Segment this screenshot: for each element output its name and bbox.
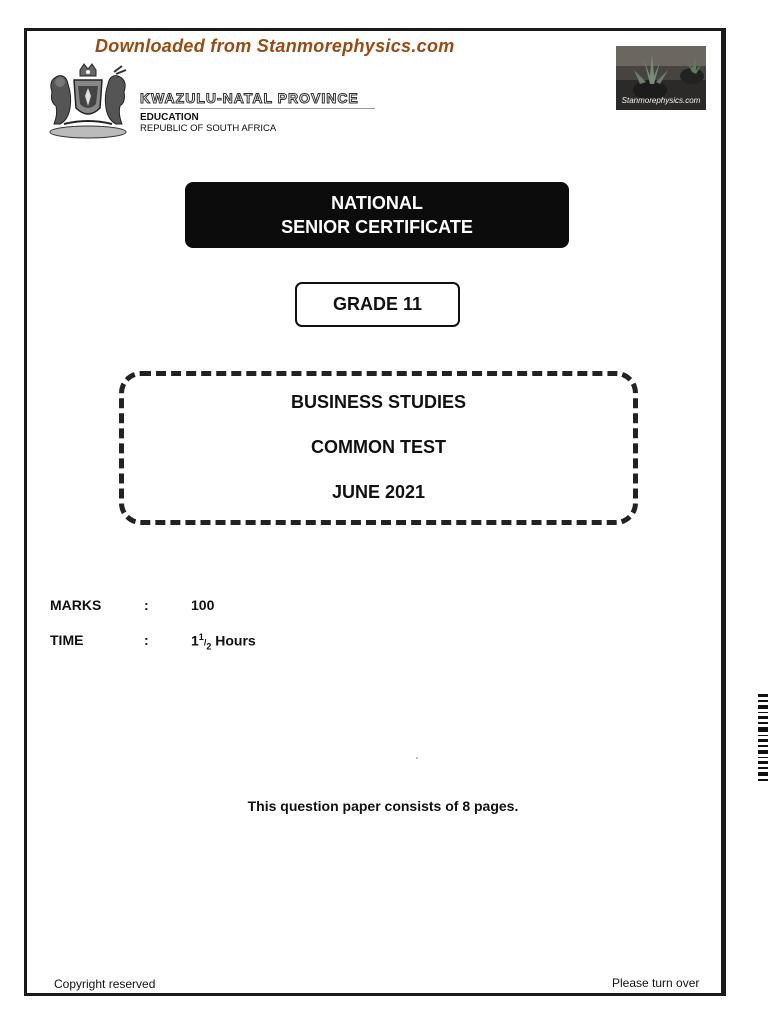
certificate-line-2: SENIOR CERTIFICATE: [281, 217, 473, 237]
marks-value: 100: [191, 597, 215, 613]
page-count-note: This question paper consists of 8 pages.: [247, 798, 519, 814]
site-badge: [616, 46, 706, 110]
grade-box: GRADE 11: [295, 282, 460, 327]
site-badge-label: Stanmorephysics.com: [621, 96, 701, 105]
time-unit: Hours: [211, 632, 256, 649]
scan-speck: [416, 757, 418, 759]
time-label: TIME: [50, 632, 84, 648]
marks-label: MARKS: [50, 597, 102, 613]
province-rule: [140, 108, 375, 109]
time-fraction-denominator: 2: [206, 641, 212, 652]
time-separator: :: [144, 632, 149, 648]
subject-title: BUSINESS STUDIES: [290, 392, 467, 412]
republic-name: REPUBLIC OF SOUTH AFRICA: [140, 123, 277, 134]
time-whole: 1: [191, 632, 199, 649]
certificate-banner: [185, 182, 569, 248]
footer-copyright: Copyright reserved: [54, 977, 156, 991]
time-fraction-numerator: 1: [198, 632, 204, 642]
time-fraction-slash: /: [203, 637, 207, 648]
download-banner[interactable]: Downloaded from Stanmorephysics.com: [95, 36, 455, 56]
marks-separator: :: [144, 597, 149, 613]
province-name: KWAZULU-NATAL PROVINCE: [140, 90, 359, 106]
test-type: COMMON TEST: [311, 437, 446, 457]
footer-turn-over: Please turn over: [612, 976, 700, 990]
exam-session: JUNE 2021: [331, 482, 426, 502]
department-name: EDUCATION: [140, 112, 199, 123]
coat-of-arms-icon: [44, 62, 132, 140]
certificate-line-1: NATIONAL: [331, 193, 423, 213]
subject-box: [119, 371, 638, 525]
barcode-icon: [758, 694, 768, 784]
time-value: [191, 632, 256, 651]
